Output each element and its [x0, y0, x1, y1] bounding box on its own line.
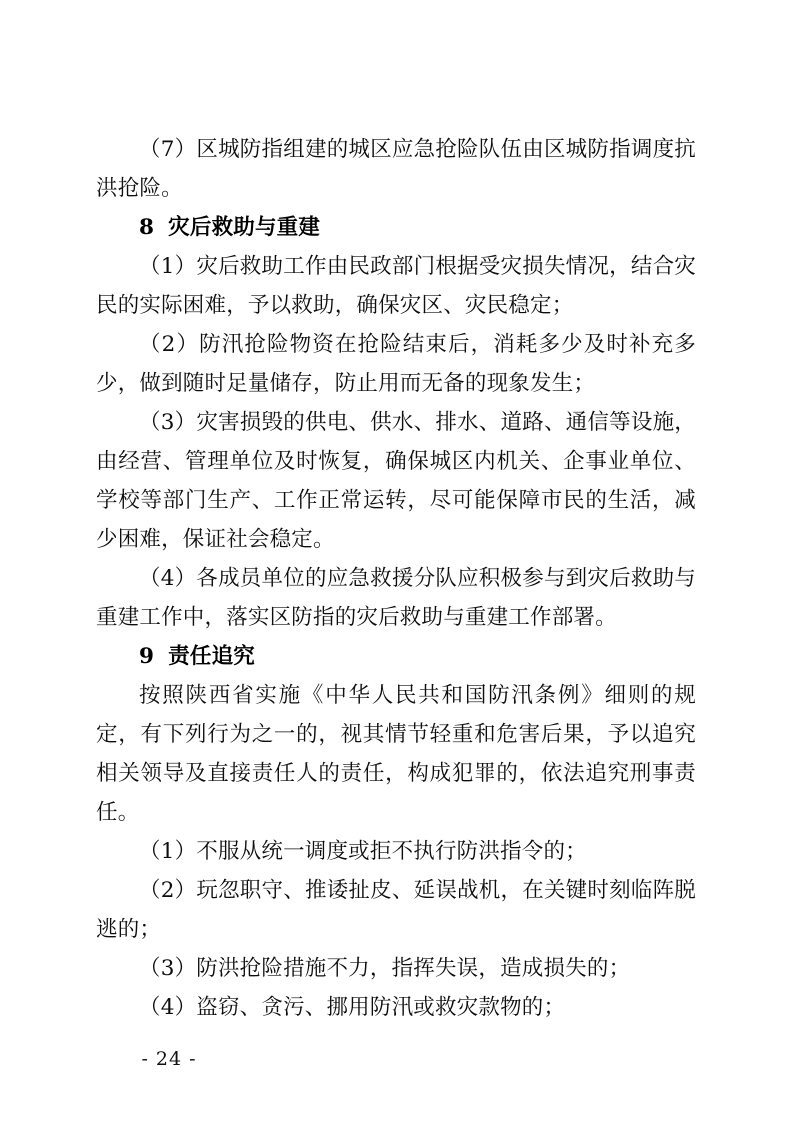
paragraph-8-2: （2）防汛抢险物资在抢险结束后，消耗多少及时补充多少，做到随时足量储存，防止用而无备的现象发生； — [96, 332, 696, 396]
paragraph-9-2: （2）玩忽职守、推诿扯皮、延误战机，在关键时刻临阵脱逃的； — [96, 878, 696, 942]
paragraph-9-1: （1）不服从统一调度或拒不执行防洪指令的； — [139, 839, 587, 864]
section-title: 灾后救助与重建 — [168, 215, 321, 240]
section-number: 9 — [139, 644, 155, 669]
paragraph-8-1: （1）灾后救助工作由民政部门根据受灾损失情况，结合灾民的实际困难，予以救助，确保灾区、灾民稳定； — [96, 254, 696, 318]
paragraph-9-4: （4）盗窃、贪污、挪用防汛或救灾款物的； — [139, 995, 566, 1020]
paragraph-8-4: （4）各成员单位的应急救援分队应积极参与到灾后救助与重建工作中，落实区防指的灾后救助与重建工作部署。 — [96, 566, 696, 630]
paragraph-9-intro: 按照陕西省实施《中华人民共和国防汛条例》细则的规定，有下列行为之一的，视其情节轻重和危害后果，予以追究相关领导及直接责任人的责任，构成犯罪的，依法追究刑事责任。 — [96, 683, 696, 825]
section-number: 8 — [139, 215, 155, 240]
document-body — [96, 130, 696, 1027]
paragraph-7: （7）区城防指组建的城区应急抢险队伍由区城防指调度抗洪抢险。 — [96, 137, 696, 201]
page-number: - 24 - — [141, 1048, 197, 1070]
paragraph-9-3: （3）防洪抢险措施不力，指挥失误，造成损失的； — [139, 956, 631, 981]
paragraph-8-3: （3）灾害损毁的供电、供水、排水、道路、通信等设施，由经营、管理单位及时恢复，确保城区内机关、企事业单位、学校等部门生产、工作正常运转，尽可能保障市民的生活，减少困难，保证社会稳定。 — [96, 410, 696, 552]
section-heading-9 — [96, 637, 696, 676]
section-title: 责任追究 — [168, 644, 255, 669]
page-footer — [0, 1048, 793, 1070]
section-heading-8 — [96, 208, 696, 247]
